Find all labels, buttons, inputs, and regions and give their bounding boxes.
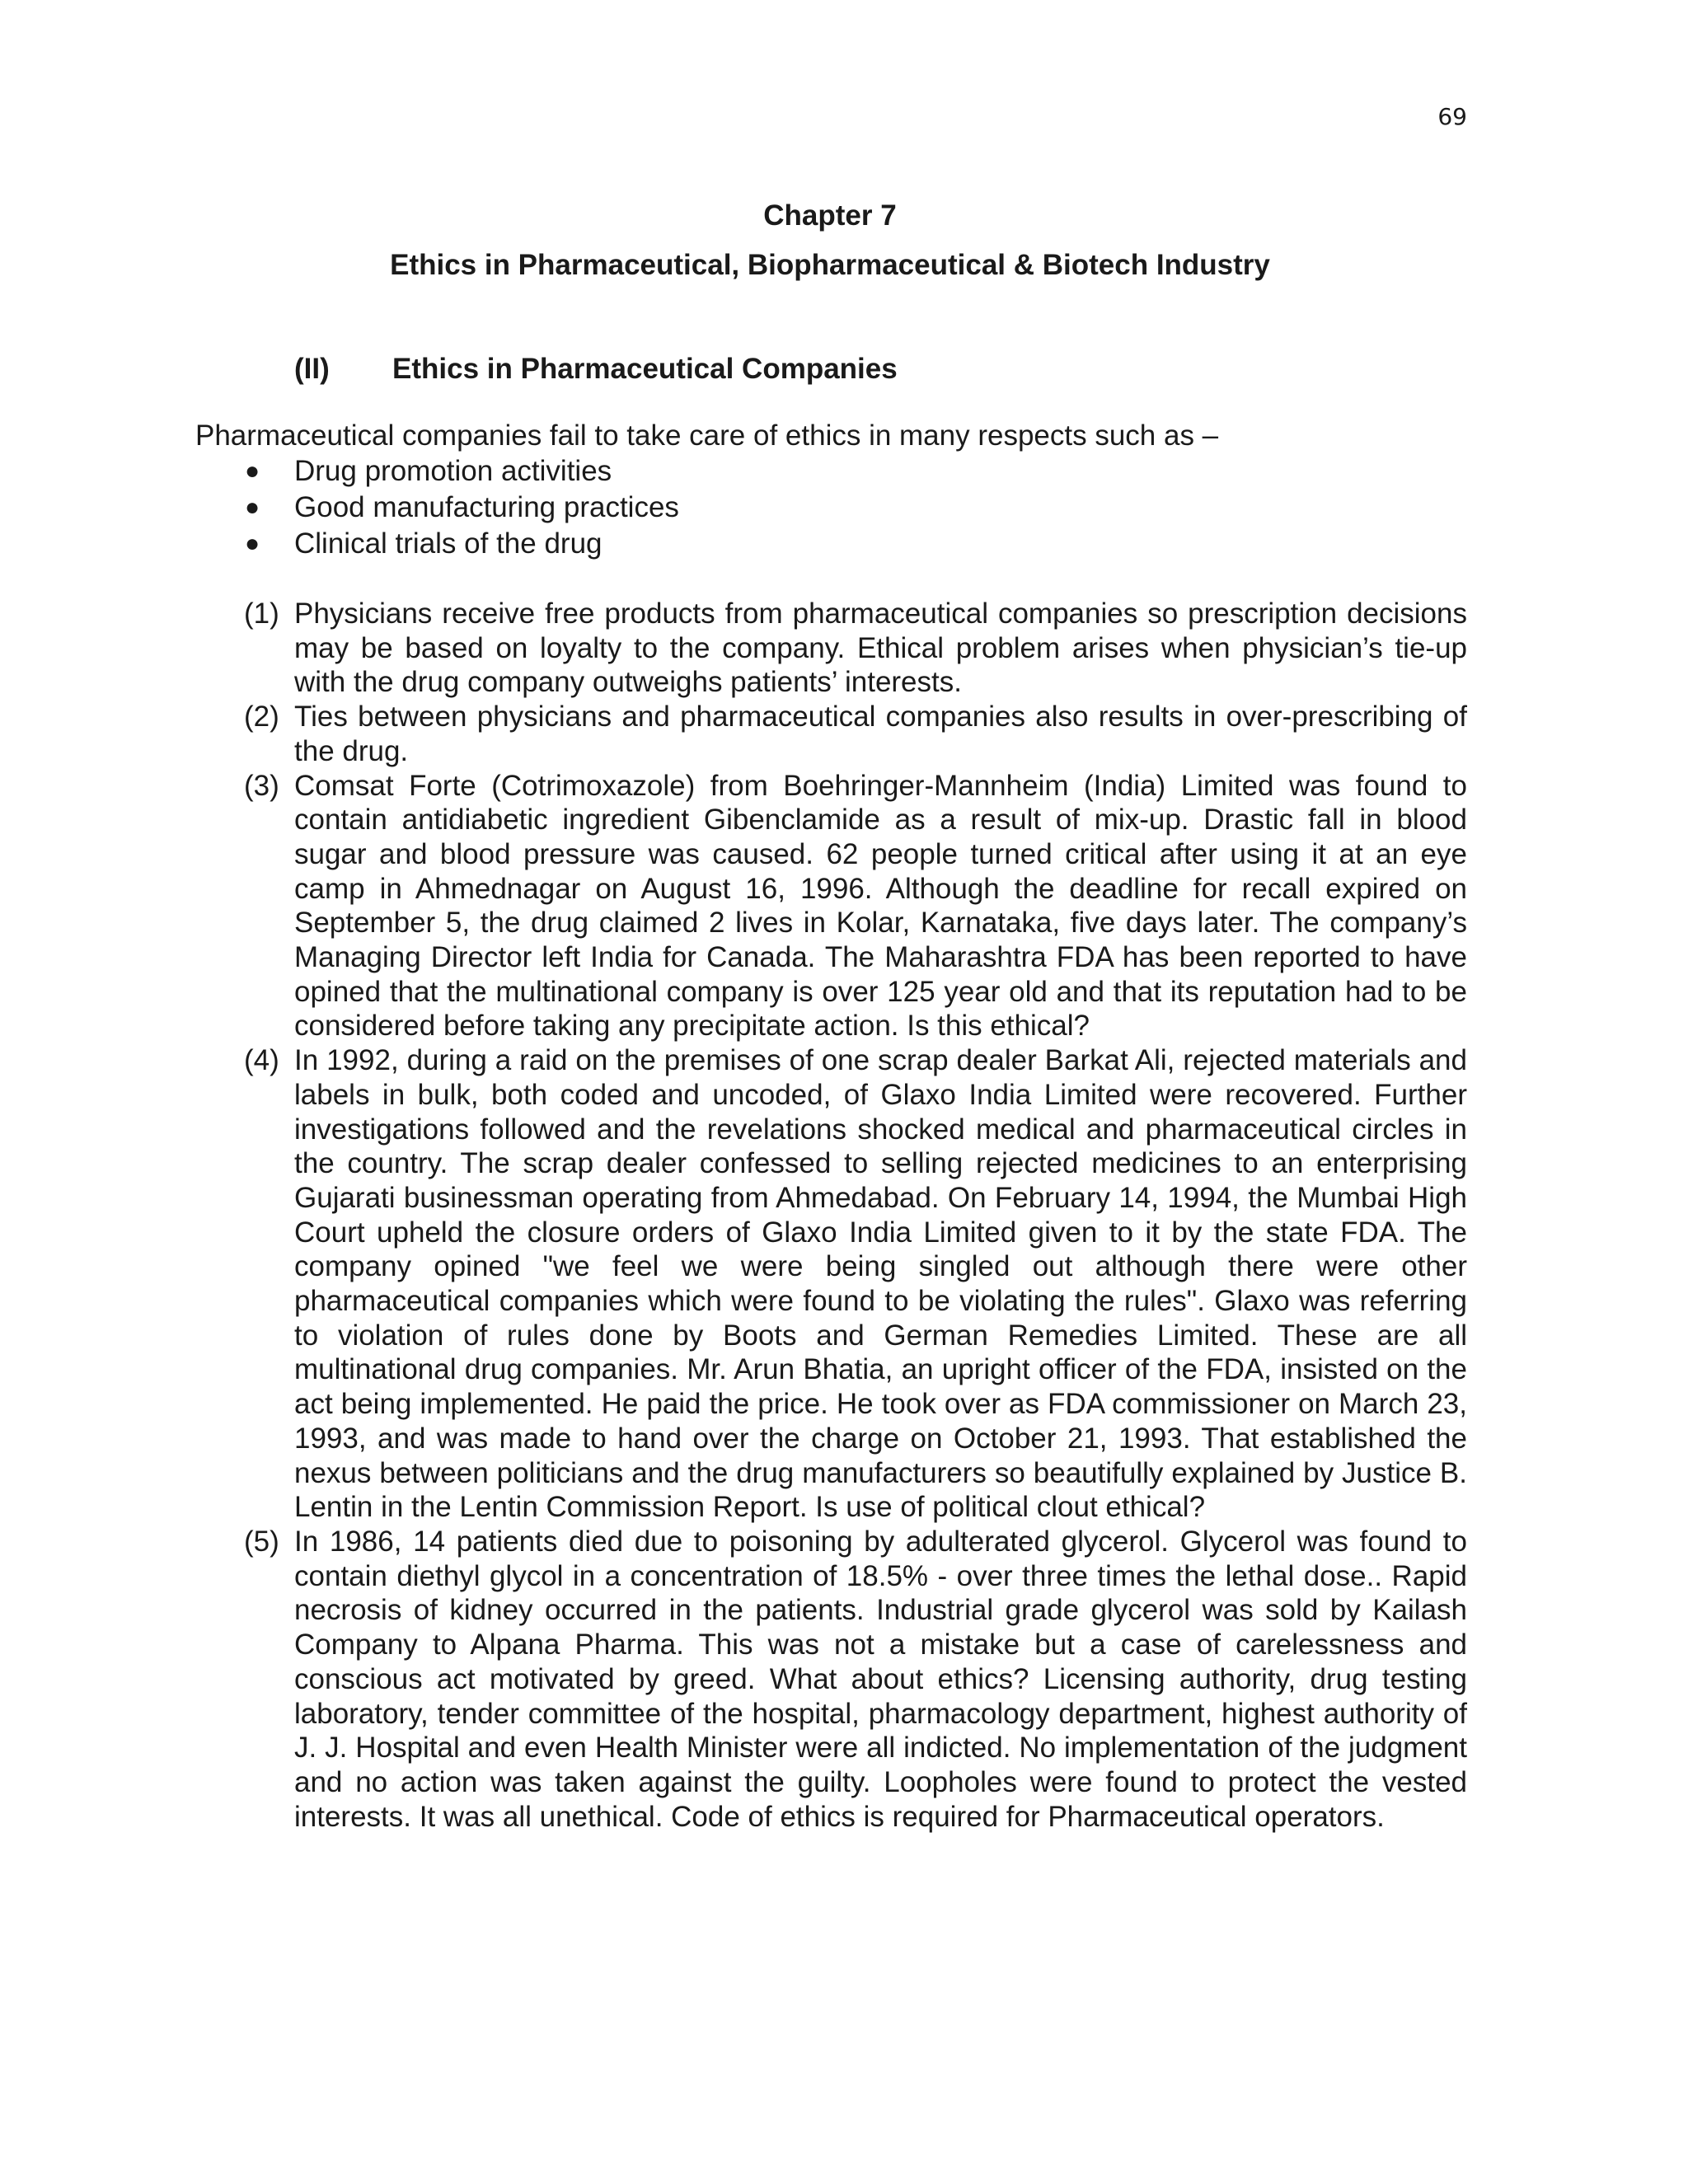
- item-text: Physicians receive free products from pharmaceutical companies so prescription decisions may be based on loyalty to the company. Ethical problem arises when physician’s tie-up with the drug company outweighs patients’ interests.: [294, 598, 1467, 699]
- intro-paragraph: Pharmaceutical companies fail to take care of ethics in many respects such as –: [195, 419, 1219, 452]
- bullet-text: Drug promotion activities: [294, 455, 612, 487]
- bullet-icon: ●: [245, 530, 260, 557]
- item-text: In 1986, 14 patients died due to poisoning by adulterated glycerol. Glycerol was found to contain diethyl glycol in a concentration of 18.5% - over three times the lethal dose.. Rapid necrosis of kidney occurred in the patients. Industrial grade glycerol was sold by Kailash Company to Alpana Pharma. This was not a mistake but a case of carelessness and conscious act motivated by greed. What about ethics? Licensing authority, drug testing laboratory, tender committee of the hospital, pharmacology department, highest authority of J. J. Hospital and even Health Minister were all indicted. No implementation of the judgment and no action was taken against the guilty. Loopholes were found to protect the vested interests. It was all unethical. Code of ethics is required for Pharmaceutical operators.: [294, 1525, 1467, 1833]
- item-text: In 1992, during a raid on the premises of one scrap dealer Barkat Ali, rejected materials and labels in bulk, both coded and uncoded, of Glaxo India Limited were recovered. Further investigations followed and the revelations shocked medical and pharmaceutical circles in the country. The scrap dealer confessed to selling rejected medicines to an enterprising Gujarati businessman operating from Ahmedabad. On February 14, 1994, the Mumbai High Court upheld the closure orders of Glaxo India Limited given to it by the state FDA. The company opined "we feel we were being singled out although there were other pharmaceutical companies which were found to be violating the rules". Glaxo was referring to violation of rules done by Boots and German Remedies Limited. These are all multinational drug companies. Mr. Arun Bhatia, an upright officer of the FDA, insisted on the act being implemented. He paid the price. He took over as FDA commissioner on March 23, 1993, and was made to hand over the charge on October 21, 1993. That established the nexus between politicians and the drug manufacturers so beautifully explained by Justice B. Lentin in the Lentin Commission Report. Is use of political clout ethical?: [294, 1044, 1467, 1524]
- numbered-list: [244, 597, 1467, 1834]
- bullet-item: [245, 490, 679, 526]
- bullet-icon: ●: [245, 494, 260, 521]
- item-number: (4): [244, 1044, 279, 1077]
- item-number: (2): [244, 701, 279, 733]
- page-number: 69: [1437, 103, 1467, 130]
- item-number: (3): [244, 769, 279, 802]
- section-number: (II): [294, 353, 330, 385]
- section-heading: [294, 349, 898, 389]
- item-number: (5): [244, 1525, 279, 1558]
- numbered-item: [244, 700, 1467, 768]
- item-text: Ties between physicians and pharmaceutical companies also results in over-prescribing of the drug.: [294, 701, 1467, 767]
- bullet-item: [245, 453, 679, 490]
- chapter-subtitle: Ethics in Pharmaceutical, Biopharmaceutical & Biotech Industry: [390, 249, 1270, 281]
- item-text: Comsat Forte (Cotrimoxazole) from Boehringer-Mannheim (India) Limited was found to contain antidiabetic ingredient Gibenclamide as a result of mix-up. Drastic fall in blood sugar and blood pressure was caused. 62 people turned critical after using it at an eye camp in Ahmednagar on August 16, 1996. Although the deadline for recall expired on September 5, the drug claimed 2 lives in Kolar, Karnataka, five days later. The company’s Managing Director left India for Canada. The Maharashtra FDA has been reported to have opined that the multinational company is over 125 year old and that its reputation had to be considered before taking any precipitate action. Is this ethical?: [294, 769, 1467, 1043]
- numbered-item: [244, 769, 1467, 1044]
- item-number: (1): [244, 598, 279, 630]
- bullet-text: Clinical trials of the drug: [294, 527, 603, 560]
- bullet-text: Good manufacturing practices: [294, 491, 679, 523]
- section-title: Ethics in Pharmaceutical Companies: [392, 353, 898, 385]
- chapter-title: Chapter 7: [763, 199, 897, 232]
- bullet-list: [245, 453, 679, 562]
- bullet-item: [245, 526, 679, 562]
- numbered-item: [244, 1043, 1467, 1525]
- numbered-item: [244, 1525, 1467, 1834]
- numbered-item: [244, 597, 1467, 700]
- bullet-icon: ●: [245, 457, 260, 485]
